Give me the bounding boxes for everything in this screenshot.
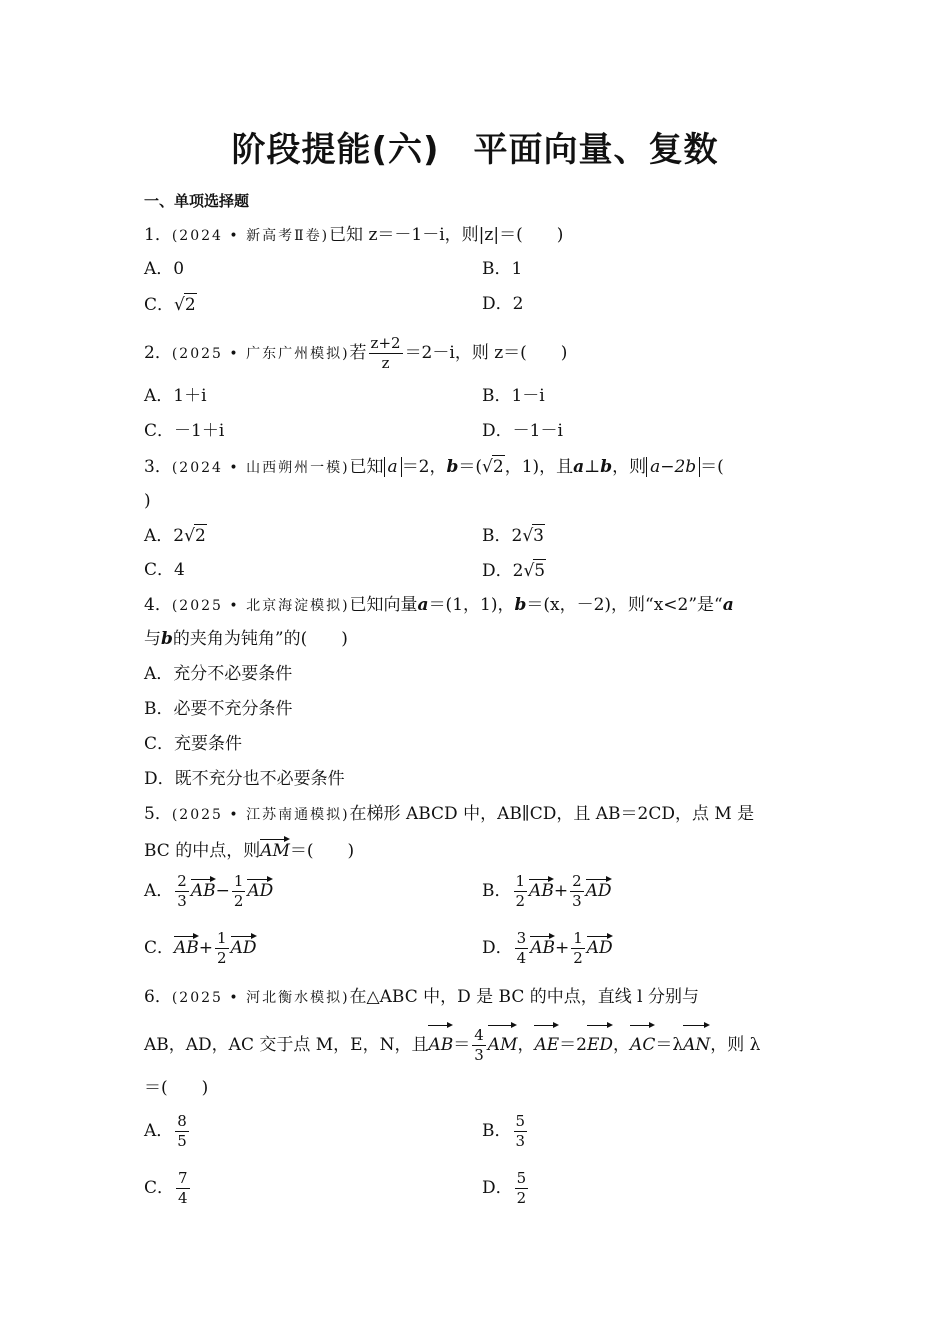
q5-option-b: B． $\frac{1}{2}$ AB+ $\frac{2}{3}$ AD: [482, 872, 612, 910]
question-number: 1．: [144, 225, 172, 245]
q4-option-b: B．必要不充分条件: [144, 699, 293, 719]
page-title: [0, 122, 950, 171]
q2-option-d: D．－1－i: [482, 421, 563, 441]
question-5: 5．(2025 • 江苏南通模拟)在梯形 ABCD 中，AB∥CD，且 AB＝2CD，点 M 是: [144, 804, 755, 824]
q4-option-a: A．充分不必要条件: [144, 664, 293, 684]
section-heading: 一、单项选择题: [144, 192, 250, 210]
title-main: 阶段提能(六): [231, 130, 440, 170]
q1-option-d: D．2: [482, 294, 524, 314]
q3-option-d: D．2√5: [482, 561, 546, 581]
question-2: 2．(2025 • 广东广州模拟)若 $\frac{z+2}{z}$ ＝2－i，则 z＝( ): [144, 334, 568, 372]
question-6-cont2: ＝( ): [144, 1078, 209, 1098]
q3-option-c: C．4: [144, 560, 185, 580]
question-3: 3．(2024 • 山西朔州一模)已知 a ＝2，b＝(√2，1)，且a⊥b，则 a−2b ＝(: [144, 457, 724, 477]
q1-option-b: B．1: [482, 259, 523, 279]
question-4-cont: 与b的夹角为钝角”的( ): [144, 629, 348, 649]
q3-option-b: B．2√3: [482, 526, 544, 546]
title-sub: 平面向量、复数: [473, 130, 719, 170]
question-3-cont: ): [144, 491, 151, 511]
q6-option-b: B． $\frac{5}{3}$: [482, 1112, 526, 1150]
q4-option-d: D．既不充分也不必要条件: [144, 769, 345, 789]
sqrt-symbol: √2: [174, 295, 196, 315]
question-6-cont: AB，AD，AC 交于点 M，E，N，且AB＝ $\frac{4}{3}$ AM，AE＝2ED，AC＝λAN，则 λ: [144, 1022, 760, 1065]
q1-option-a: A．0: [144, 259, 185, 279]
q2-option-b: B．1－i: [482, 386, 545, 406]
q5-option-a: A． $\frac{2}{3}$ AB− $\frac{1}{2}$ AD: [144, 872, 274, 910]
q5-option-c: C．AB+ $\frac{1}{2}$ AD: [144, 929, 257, 967]
q6-option-a: A． $\frac{8}{5}$: [144, 1112, 187, 1150]
q3-option-a: A．2√2: [144, 526, 206, 546]
q2-option-a: A．1＋i: [144, 386, 207, 406]
q2-option-c: C．－1＋i: [144, 421, 225, 441]
q5-option-d: D． $\frac{3}{4}$ AB+ $\frac{1}{2}$ AD: [482, 929, 613, 967]
question-4: 4．(2025 • 北京海淀模拟)已知向量a＝(1，1)，b＝(x，－2)，则“x<2”是“a: [144, 595, 734, 615]
question-5-cont: BC 的中点，则AM＝( ): [144, 836, 354, 862]
q1-option-c: C．√2: [144, 295, 196, 315]
q4-option-c: C．充要条件: [144, 734, 243, 754]
q6-option-c: C． $\frac{7}{4}$: [144, 1169, 188, 1207]
question-source: (2024 • 新高考Ⅱ卷): [171, 228, 330, 244]
fraction: $\frac{z+2}{z}$: [370, 334, 401, 372]
q6-option-d: D． $\frac{5}{2}$: [482, 1169, 527, 1207]
question-1: [144, 224, 563, 247]
question-6: 6．(2025 • 河北衡水模拟)在△ABC 中，D 是 BC 的中点，直线 l 分别与: [144, 987, 700, 1007]
question-text: 已知 z＝－1－i，则|z|＝( ): [329, 225, 564, 245]
